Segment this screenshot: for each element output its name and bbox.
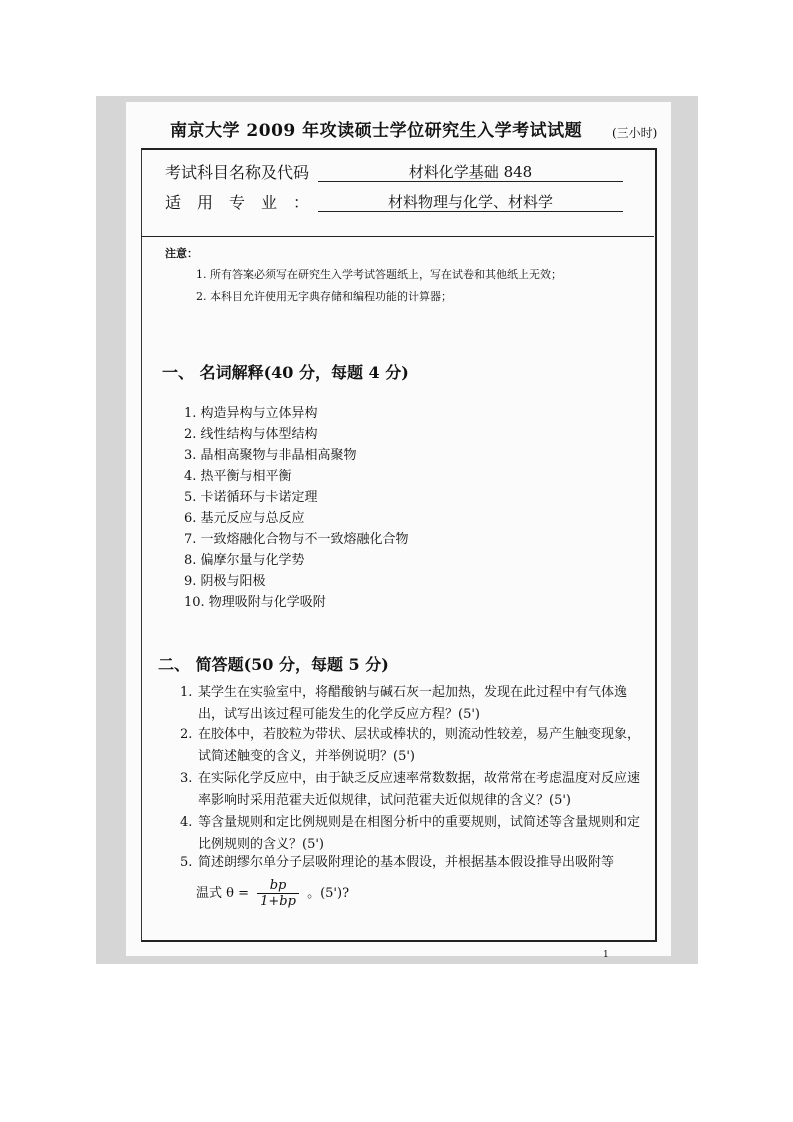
term-item: 3. 晶相高聚物与非晶相高聚物 xyxy=(184,448,357,463)
subject-value: 材料化学基础 848 xyxy=(408,163,533,181)
question-number: 4. xyxy=(180,815,193,830)
formula-numerator: bp xyxy=(257,878,299,894)
question-text: 在实际化学反应中，由于缺乏反应速率常数数据，故常常在考虑温度对反应速率影响时采用范霍夫近似规律，试问范霍夫近似规律的含义？(5') xyxy=(198,771,641,808)
major-value: 材料物理与化学、材料学 xyxy=(387,193,553,211)
question-item xyxy=(180,724,640,768)
subject-underline xyxy=(318,181,623,182)
question-number: 5. xyxy=(180,855,193,870)
term-item: 6. 基元反应与总反应 xyxy=(184,511,305,526)
exam-title: 南京大学 2009 年攻读硕士学位研究生入学考试试题 xyxy=(170,121,583,141)
question-text: 某学生在实验室中，将醋酸钠与碱石灰一起加热，发现在此过程中有气体逸出，试写出该过程可能发生的化学反应方程？(5') xyxy=(198,685,628,722)
formula-fraction xyxy=(257,878,299,909)
term-item: 9. 阴极与阳极 xyxy=(184,574,266,589)
formula-denominator: 1+bp xyxy=(260,894,296,909)
page-mark: 1 xyxy=(603,950,609,960)
question-number: 1. xyxy=(180,685,193,700)
langmuir-formula xyxy=(196,878,349,909)
term-item: 8. 偏摩尔量与化学势 xyxy=(184,553,305,568)
formula-suffix: 。(5')? xyxy=(307,886,350,901)
term-item: 7. 一致熔融化合物与不一致熔融化合物 xyxy=(184,532,409,547)
notice-title: 注意： xyxy=(165,247,198,260)
exam-duration: (三小时) xyxy=(612,126,658,140)
subject-label: 考试科目名称及代码 xyxy=(165,163,310,182)
question-number: 3. xyxy=(180,771,193,786)
major-label: 适 用 专 业 ： xyxy=(165,193,310,212)
term-item: 5. 卡诺循环与卡诺定理 xyxy=(184,490,318,505)
question-item xyxy=(180,812,640,856)
formula-prefix: 温式 θ = xyxy=(196,886,249,901)
term-item: 4. 热平衡与相平衡 xyxy=(184,469,292,484)
question-item xyxy=(180,852,640,874)
term-item: 1. 构造异构与立体异构 xyxy=(184,406,318,421)
question-item xyxy=(180,682,640,726)
question-text: 简述朗缪尔单分子层吸附理论的基本假设，并根据基本假设推导出吸附等 xyxy=(198,855,615,870)
notice-item: 2. 本科目允许使用无字典存储和编程功能的计算器； xyxy=(196,290,452,303)
question-text: 等含量规则和定比例规则是在相图分析中的重要规则，试简述等含量规则和定比例规则的含义？(5') xyxy=(198,815,641,852)
question-text: 在胶体中，若胶粒为带状、层状或棒状的，则流动性较差，易产生触变现象，试简述触变的含义，并举例说明？(5') xyxy=(198,727,641,764)
notice-item: 1. 所有答案必须写在研究生入学考试答题纸上，写在试卷和其他纸上无效； xyxy=(196,268,562,281)
term-item: 10. 物理吸附与化学吸附 xyxy=(184,595,326,610)
question-item xyxy=(180,768,640,812)
section2-title: 二、 简答题(50 分，每题 5 分) xyxy=(158,655,389,674)
question-number: 2. xyxy=(180,727,193,742)
section1-title: 一、 名词解释(40 分，每题 4 分) xyxy=(162,363,409,382)
major-underline xyxy=(318,211,623,212)
term-item: 2. 线性结构与体型结构 xyxy=(184,427,318,442)
header-divider xyxy=(141,236,654,237)
